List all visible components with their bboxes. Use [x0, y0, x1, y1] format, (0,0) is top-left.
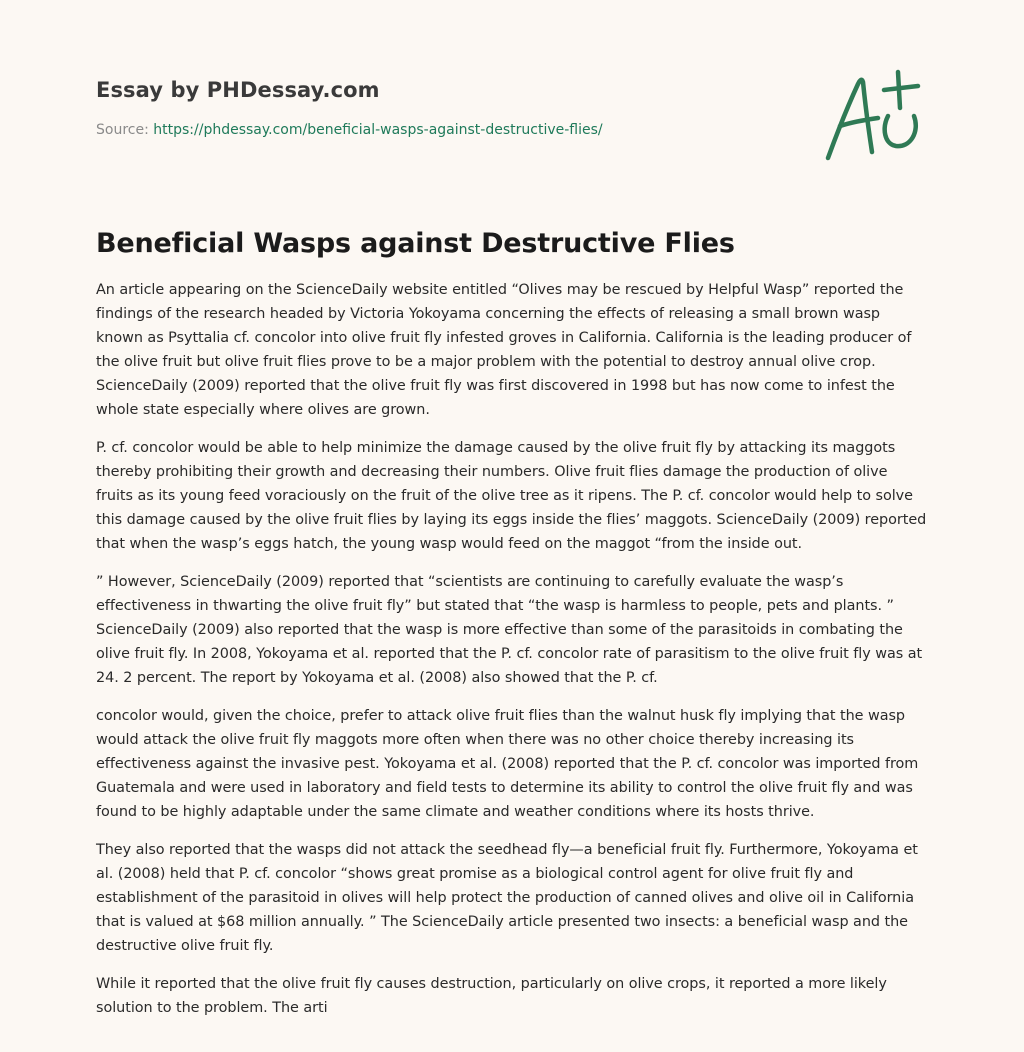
article — [96, 224, 928, 1034]
source-link[interactable]: https://phdessay.com/beneficial-wasps-against-destructive-flies/ — [153, 122, 603, 138]
article-title: Beneficial Wasps against Destructive Flies — [96, 228, 735, 259]
a-plus-logo-icon — [822, 66, 928, 166]
source-line — [96, 120, 796, 140]
source-label: Source: — [96, 122, 154, 138]
article-paragraph: P. cf. concolor would be able to help minimize the damage caused by the olive fruit fly by attacking its maggots thereby prohibiting their growth and decreasing their numbers. Olive fruit flies damage the production of olive fruits as its young feed voraciously on the fruit of the olive tree as it ripens. The P. cf. concolor would help to solve this damage caused by the olive fruit flies by laying its eggs inside the flies’ maggots. ScienceDaily (2009) reported that when the wasp’s eggs hatch, the young wasp would feed on the maggot “from the inside out. — [96, 440, 927, 552]
article-paragraph: They also reported that the wasps did not attack the seedhead fly—a beneficial fruit fly. Furthermore, Yokoyama et al. (2008) held that P. cf. concolor “shows great promise as a biological control agent for olive fruit fly and establishment of the parasitoid in olives will help protect the production of canned olives and olive oil in California that is valued at $68 million annually. ” The ScienceDaily article presented two insects: a beneficial wasp and the destructive olive fruit fly. — [96, 842, 918, 954]
article-paragraph: ” However, ScienceDaily (2009) reported that “scientists are continuing to carefully evaluate the wasp’s effectiveness in thwarting the olive fruit fly” but stated that “the wasp is harmless to people, pets and plants. ” ScienceDaily (2009) also reported that the wasp is more effective than some of the parasitoids in combating the olive fruit fly. In 2008, Yokoyama et al. reported that the P. cf. concolor rate of parasitism to the olive fruit fly was at 24. 2 percent. The report by Yokoyama et al. (2008) also showed that the P. cf. — [96, 574, 923, 686]
page-header — [96, 76, 796, 140]
article-paragraph: While it reported that the olive fruit fly causes destruction, particularly on olive crops, it reported a more likely solution to the problem. The arti — [96, 976, 887, 1016]
article-paragraph: An article appearing on the ScienceDaily website entitled “Olives may be rescued by Helpful Wasp” reported the findings of the research headed by Victoria Yokoyama concerning the effects of releasing a small brown wasp known as Psyttalia cf. concolor into olive fruit fly infested groves in California. California is the leading producer of the olive fruit but olive fruit flies prove to be a major problem with the potential to destroy annual olive crop. ScienceDaily (2009) reported that the olive fruit fly was first discovered in 1998 but has now come to infest the whole state especially where olives are grown. — [96, 282, 912, 418]
article-paragraph: concolor would, given the choice, prefer to attack olive fruit flies than the walnut husk fly implying that the wasp would attack the olive fruit fly maggots more often when there was no other choice thereby increasing its effectiveness against the invasive pest. Yokoyama et al. (2008) reported that the P. cf. concolor was imported from Guatemala and were used in laboratory and field tests to determine its ability to control the olive fruit fly and was found to be highly adaptable under the same climate and weather conditions where its hosts thrive. — [96, 708, 919, 820]
site-title: Essay by PHDessay.com — [96, 78, 380, 102]
